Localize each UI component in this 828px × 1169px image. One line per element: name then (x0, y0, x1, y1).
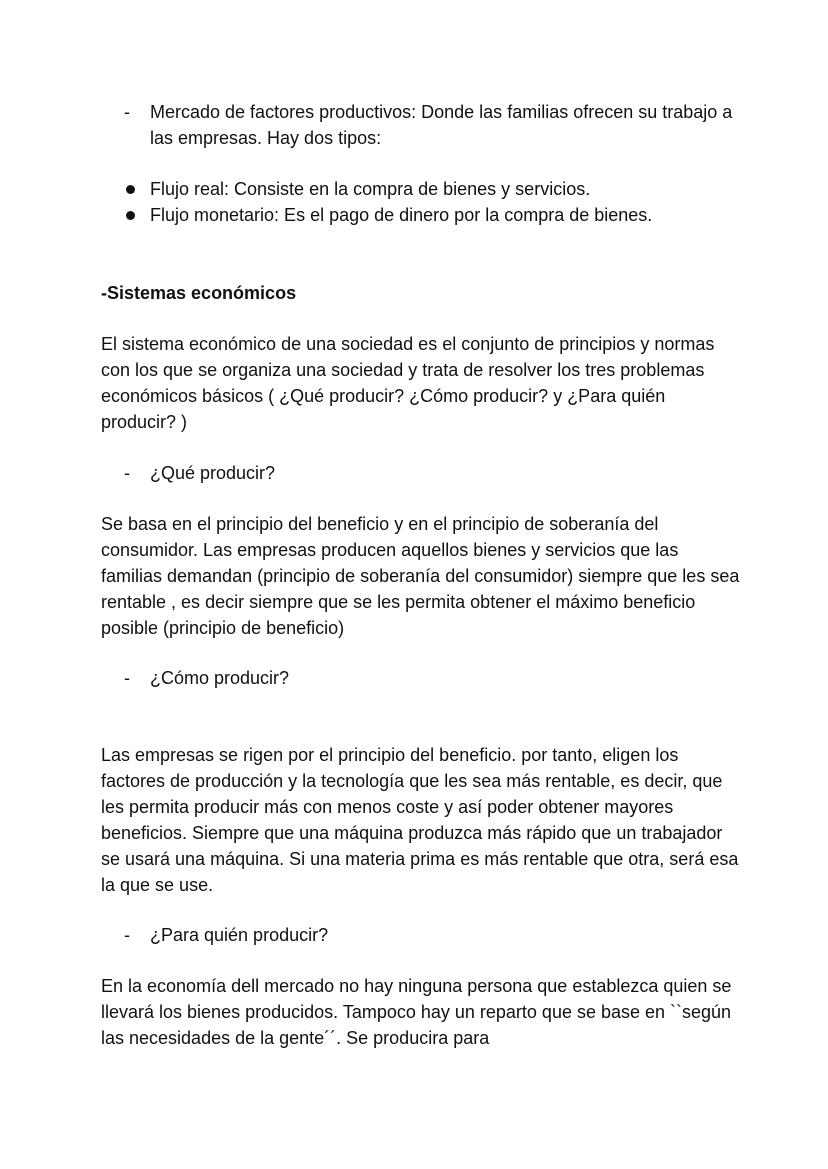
paragraph-intro: El sistema económico de una sociedad es el conjunto de principios y normas con los que se organiza una sociedad y trata de resolver los tres problemas económicos básicos ( ¿Qué producir? ¿Cómo producir? y ¿Para quién producir? ) (101, 334, 715, 432)
list-item-text: ¿Cómo producir? (150, 668, 290, 688)
list-item-text: ¿Qué producir? (150, 463, 276, 483)
list-item-text: ¿Para quién producir? (150, 925, 329, 945)
dash-marker: - (124, 463, 130, 483)
paragraph-como-producir: Las empresas se rigen por el principio del beneficio. por tanto, eligen los factores de producción y la tecnología que les sea más rentable, es decir, que les permita producir más con menos coste y así poder obtener mayores beneficios. Siempre que una máquina produzca más rápido que un trabajador se usará una máquina. Si una materia prima es más rentable que otra, será esa la que se use. (101, 745, 739, 895)
list-item-para-quien-producir (124, 922, 744, 948)
paragraph-que-producir: Se basa en el principio del beneficio y en el principio de soberanía del consumidor. Las empresas producen aquellos bienes y servicios que las familias demandan (principio de soberanía del consumidor) siempre que les sea rentable , es decir siempre que se les permita obtener el máximo beneficio posible (principio de beneficio) (101, 514, 740, 638)
paragraph-para-quien-producir: En la economía dell mercado no hay ninguna persona que establezca quien se llevará los bienes producidos. Tampoco hay un reparto que se base en ``según las necesidades de la gente´´. Se producira para (101, 976, 732, 1048)
bullet-text: Flujo real: Consiste en la compra de bienes y servicios. (150, 179, 591, 199)
list-item-text: Mercado de factores productivos: Donde las familias ofrecen su trabajo a las empresas. Hay dos tipos: (150, 102, 733, 148)
dash-marker: - (124, 668, 130, 688)
section-heading: -Sistemas económicos (101, 283, 297, 303)
bullet-dot-icon (126, 211, 135, 220)
bullet-item-flujo-monetario (124, 202, 744, 228)
bullet-item-flujo-real (124, 176, 744, 202)
dash-marker: - (124, 925, 130, 945)
dash-marker: - (124, 102, 130, 122)
list-item-que-producir (124, 460, 744, 486)
list-item-mercado-factores (124, 99, 744, 151)
bullet-dot-icon (126, 185, 135, 194)
bullet-text: Flujo monetario: Es el pago de dinero por la compra de bienes. (150, 205, 653, 225)
list-item-como-producir (124, 665, 744, 691)
